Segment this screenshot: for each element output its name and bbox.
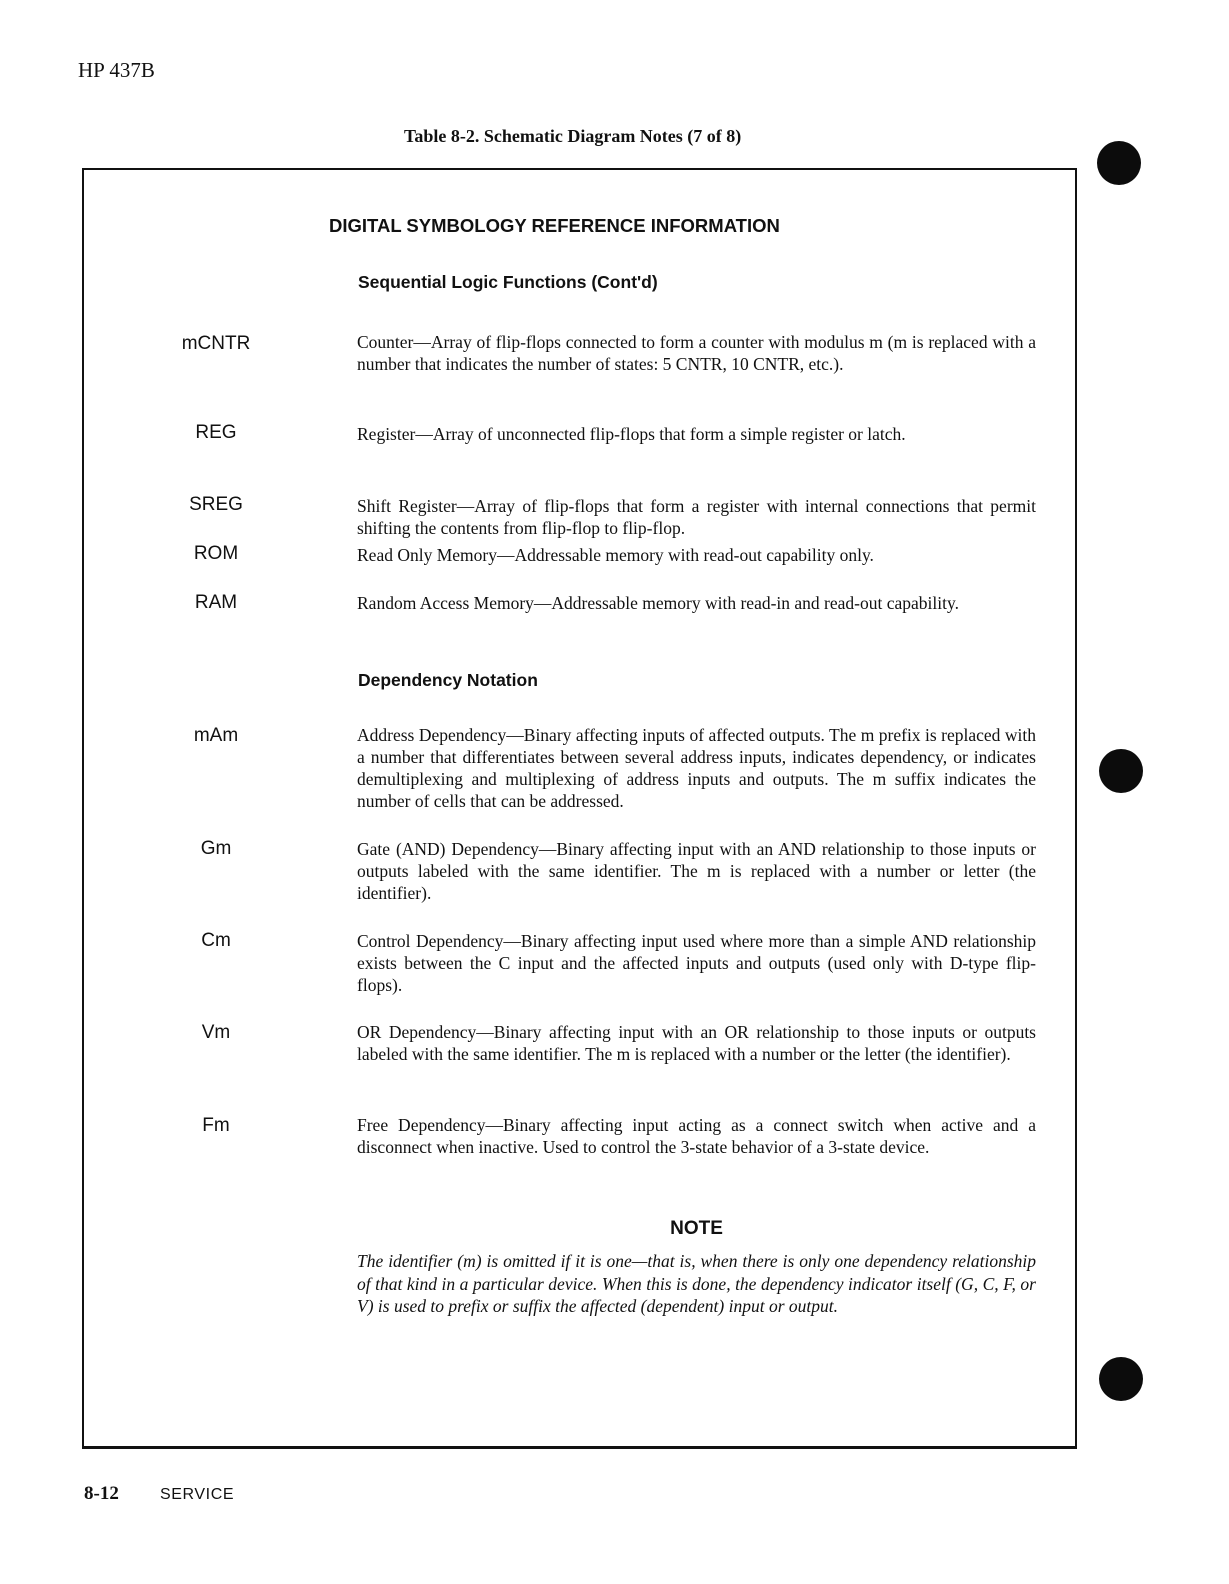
term-mcntr: mCNTR bbox=[181, 333, 251, 354]
binder-hole-bottom bbox=[1099, 1357, 1143, 1401]
definition-vm: OR Dependency—Binary affecting input with an OR relationship to those inputs or outputs labeled with the same identifier. The m is replaced with a number or the letter (the identifier). bbox=[357, 1022, 1036, 1064]
definition-mcntr: Counter—Array of flip-flops connected to form a counter with modulus m (m is replaced with a number that indicates the number of states: 5 CNTR, 10 CNTR, etc.). bbox=[357, 332, 1036, 374]
page-header: HP 437B bbox=[78, 58, 155, 82]
definition-reg: Register—Array of unconnected flip-flops that form a simple register or latch. bbox=[357, 424, 906, 444]
term-cm: Cm bbox=[201, 930, 231, 951]
definition-fm: Free Dependency—Binary affecting input acting as a connect switch when active and a disconnect when inactive. Used to control the 3-state behavior of a 3-state device. bbox=[357, 1115, 1036, 1157]
definition-ram: Random Access Memory—Addressable memory with read-in and read-out capability. bbox=[357, 593, 959, 613]
definition-cm: Control Dependency—Binary affecting input used where more than a simple AND relationship exists between the C input and the affected inputs and outputs (used only with D-type flip-flops). bbox=[357, 931, 1036, 995]
term-ram: RAM bbox=[194, 592, 238, 613]
definition-gm: Gate (AND) Dependency—Binary affecting input with an AND relationship to those inputs or outputs labeled with the same identifier. The m is replaced with a number or letter (the identifier). bbox=[357, 839, 1036, 903]
term-fm: Fm bbox=[202, 1115, 230, 1136]
note-body: The identifier (m) is omitted if it is one—that is, when there is only one dependency relationship of that kind in a particular device. When this is done, the dependency indicator itself (G, C, F, or V) is used to prefix or suffix the affected (dependent) input or output. bbox=[357, 1251, 1036, 1317]
definition-sreg: Shift Register—Array of flip-flops that form a register with internal connections that permit shifting the contents from flip-flop to flip-flop. bbox=[357, 496, 1036, 538]
note-title: NOTE bbox=[670, 1218, 723, 1239]
footer-section-label: SERVICE bbox=[160, 1486, 235, 1503]
term-sreg: SREG bbox=[189, 494, 243, 515]
term-rom: ROM bbox=[193, 543, 239, 564]
definition-rom: Read Only Memory—Addressable memory with read-out capability only. bbox=[357, 545, 874, 565]
binder-hole-top bbox=[1097, 141, 1141, 185]
term-mam: mAm bbox=[193, 725, 239, 746]
term-gm: Gm bbox=[200, 838, 232, 859]
term-reg: REG bbox=[195, 422, 237, 443]
definition-mam: Address Dependency—Binary affecting inputs of affected outputs. The m prefix is replaced with a number that differentiates between several address inputs, indicates dependency, or indicates demultiplexing and multiplexing of address inputs and outputs. The m suffix indicates the number of cells that can be addressed. bbox=[357, 725, 1036, 811]
section-heading-sequential: Sequential Logic Functions (Cont'd) bbox=[358, 272, 658, 292]
table-caption: Table 8-2. Schematic Diagram Notes (7 of 8) bbox=[404, 126, 742, 146]
binder-hole-middle bbox=[1099, 749, 1143, 793]
term-vm: Vm bbox=[201, 1022, 231, 1043]
footer-page-number: 8-12 bbox=[84, 1483, 119, 1504]
section-heading-dependency: Dependency Notation bbox=[358, 670, 538, 690]
main-heading: DIGITAL SYMBOLOGY REFERENCE INFORMATION bbox=[329, 215, 780, 236]
